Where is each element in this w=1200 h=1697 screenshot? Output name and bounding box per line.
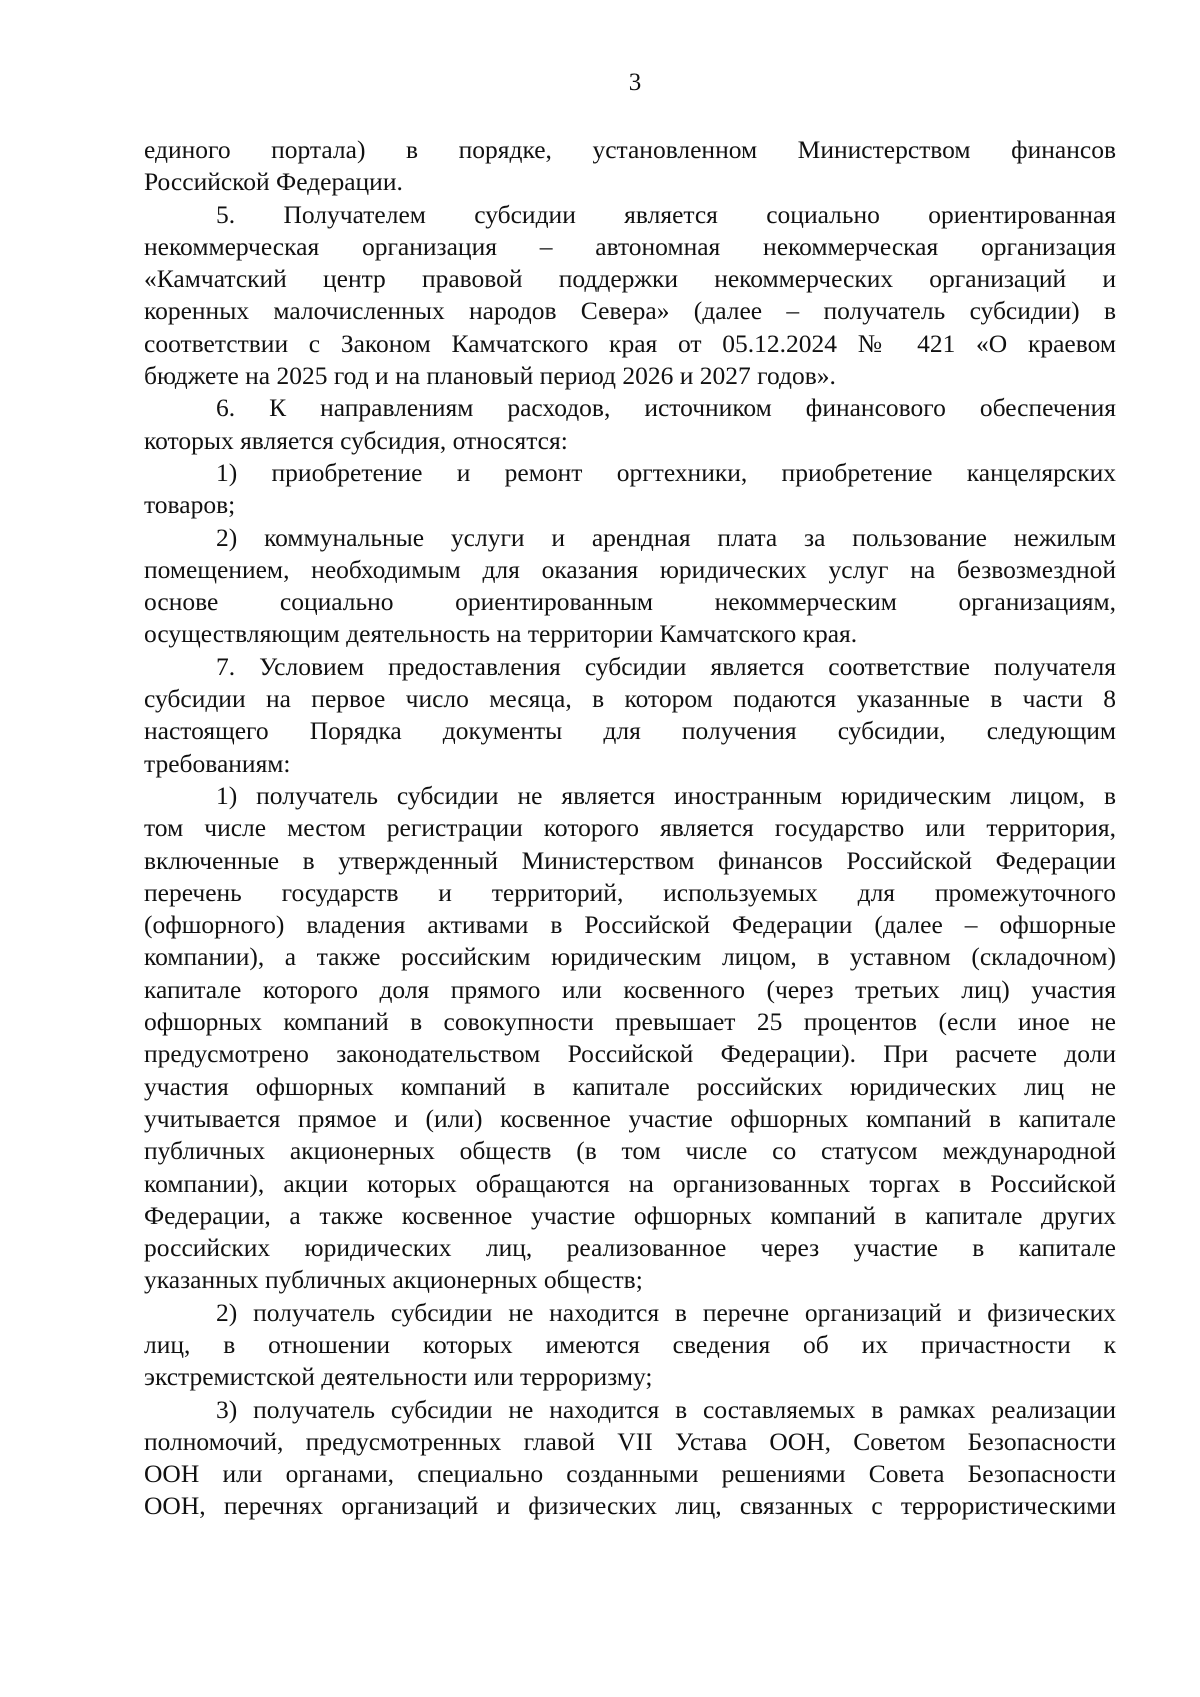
text-line: бюджете на 2025 год и на плановый период 2026 и 2027 годов». (144, 361, 836, 391)
text-line: лиц, в отношении которых имеются сведения об их причастности к (144, 1329, 1116, 1359)
text-line: 2) коммунальные услуги и арендная плата за пользование нежилым (216, 522, 1116, 552)
text-line: 6. К направлениям расходов, источником финансового обеспечения (216, 393, 1116, 423)
text-line: офшорных компаний в совокупности превышает 25 процентов (если иное не (144, 1007, 1116, 1037)
text-line: включенные в утвержденный Министерством финансов Российской Федерации (144, 845, 1116, 875)
page-number: 3 (628, 69, 642, 96)
text-line: единого портала) в порядке, установленном Министерством финансов (144, 135, 1116, 164)
text-line: соответствии с Законом Камчатского края от 05.12.2024 № 421 «О краевом (144, 328, 1116, 358)
text-line: компании), а также российским юридическим лицом, в уставном (складочном) (144, 942, 1116, 972)
text-line: перечень государств и территорий, используемых для промежуточного (144, 877, 1116, 907)
text-line: экстремистской деятельности или терроризму; (144, 1362, 653, 1392)
text-line: 2) получатель субсидии не находится в перечне организаций и физических (216, 1297, 1116, 1327)
text-line: ООН, перечнях организаций и физических лиц, связанных с террористическими (144, 1491, 1116, 1521)
text-line: Российской Федерации. (144, 167, 403, 197)
text-line: требованиям: (144, 748, 291, 778)
text-line: участия офшорных компаний в капитале российских юридических лиц не (144, 1071, 1116, 1101)
text-line: осуществляющим деятельность на территории Камчатского края. (144, 619, 858, 649)
text-line: ООН или органами, специально созданными решениями Совета Безопасности (144, 1459, 1116, 1489)
text-line: публичных акционерных обществ (в том числе со статусом международной (144, 1136, 1116, 1166)
text-line: полномочий, предусмотренных главой VII Устава ООН, Советом Безопасности (144, 1426, 1116, 1456)
text-line: субсидии на первое число месяца, в котором подаются указанные в части 8 (144, 684, 1116, 714)
text-line: которых является субсидия, относятся: (144, 425, 568, 455)
text-line: указанных публичных акционерных обществ; (144, 1265, 643, 1295)
text-line: 3) получатель субсидии не находится в составляемых в рамках реализации (216, 1394, 1116, 1424)
text-line: 1) приобретение и ремонт оргтехники, приобретение канцелярских (216, 457, 1116, 487)
text-line: (офшорного) владения активами в Российской Федерации (далее – офшорные (144, 910, 1116, 940)
text-line: российских юридических лиц, реализованное через участие в капитале (144, 1233, 1116, 1263)
text-line: Федерации, а также косвенное участие офшорных компаний в капитале других (144, 1200, 1116, 1230)
text-line: компании), акции которых обращаются на организованных торгах в Российской (144, 1168, 1116, 1198)
text-line: том числе местом регистрации которого является государство или территория, (144, 813, 1116, 843)
text-line: капитале которого доля прямого или косвенного (через третьих лиц) участия (144, 974, 1116, 1004)
text-line: товаров; (144, 490, 236, 520)
text-line: 5. Получателем субсидии является социально ориентированная (216, 199, 1116, 229)
text-line: некоммерческая организация – автономная некоммерческая организация (144, 231, 1116, 261)
text-line: «Камчатский центр правовой поддержки некоммерческих организаций и (144, 264, 1116, 294)
text-line: предусмотрено законодательством Российской Федерации). При расчете доли (144, 1039, 1116, 1069)
text-line: настоящего Порядка документы для получения субсидии, следующим (144, 716, 1116, 746)
text-line: 7. Условием предоставления субсидии является соответствие получателя (216, 651, 1116, 681)
document-body (144, 134, 1116, 1523)
text-line: 1) получатель субсидии не является иностранным юридическим лицом, в (216, 780, 1116, 810)
text-line: учитывается прямое и (или) косвенное участие офшорных компаний в капитале (144, 1103, 1116, 1133)
text-line: основе социально ориентированным некоммерческим организациям, (144, 587, 1116, 617)
text-line: помещением, необходимым для оказания юридических услуг на безвозмездной (144, 554, 1116, 584)
text-line: коренных малочисленных народов Севера» (далее – получатель субсидии) в (144, 296, 1116, 326)
